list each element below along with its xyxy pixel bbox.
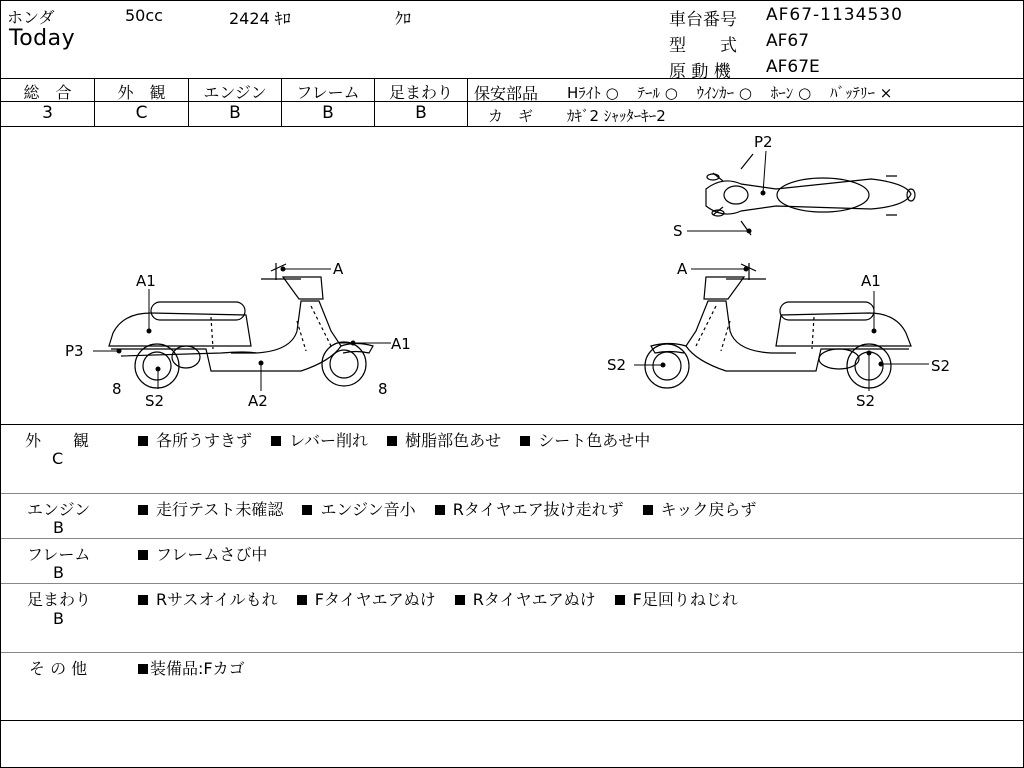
- grade-label-engine: エンジン: [203, 83, 267, 102]
- engine-value: AF67E: [766, 57, 820, 77]
- comment-item: Rタイヤエア抜け走れず: [435, 500, 624, 519]
- divider: [1, 424, 1023, 425]
- diagram-label: A1: [391, 335, 411, 353]
- comment-item: 走行テスト未確認: [138, 500, 283, 519]
- grade-engine: B: [229, 103, 241, 123]
- divider: [1, 538, 1023, 539]
- comment-item: レバー削れ: [271, 431, 368, 450]
- section-label-engine: エンジン: [27, 500, 91, 519]
- comment-item: エンジン音小: [302, 500, 415, 519]
- section-items-engine: [138, 497, 770, 520]
- comment-item: F足回りねじれ: [615, 590, 738, 609]
- diagram-label: 8: [378, 380, 388, 398]
- diagram-label: S: [673, 222, 683, 240]
- comment-item: 装備品:Fカゴ: [138, 659, 245, 678]
- comment-item: Rサスオイルもれ: [138, 590, 278, 609]
- diagram-label: A: [677, 260, 688, 278]
- divider: [1, 652, 1023, 653]
- damage-diagram: [1, 127, 1023, 424]
- divider: [1, 493, 1023, 494]
- safety-item-battery: ﾊﾞｯﾃﾘｰ ×: [829, 84, 893, 102]
- grade-label-frame: フレーム: [296, 83, 360, 102]
- grade-frame: B: [322, 103, 334, 123]
- safety-item-headlight: Hﾗｲﾄ ○: [567, 84, 619, 102]
- safety-item-horn: ﾎｰﾝ ○: [770, 84, 812, 102]
- scooter-top-view: [706, 154, 915, 235]
- section-grade-exterior: C: [52, 449, 64, 468]
- grade-label-exterior: 外 観: [117, 83, 166, 102]
- diagram-label: A1: [136, 272, 156, 290]
- section-label-exterior: 外 観: [25, 431, 90, 450]
- diagram-label: A: [333, 260, 344, 278]
- frame-no-label: 車台番号: [669, 10, 737, 30]
- section-items-exterior: [138, 428, 664, 451]
- section-label-suspension: 足まわり: [27, 590, 92, 609]
- displacement: 50cc: [125, 6, 163, 25]
- section-items-other: [138, 656, 259, 679]
- mileage: 2424 ｷﾛ: [229, 9, 291, 28]
- diagram-label: P2: [754, 133, 773, 151]
- comment-item: キック戻らず: [643, 500, 757, 519]
- diagram-label: A1: [861, 272, 881, 290]
- grade-suspension: B: [415, 103, 427, 123]
- section-label-frame: フレーム: [27, 545, 91, 564]
- grade-label-overall: 総 合: [23, 83, 72, 102]
- divider: [1, 720, 1023, 721]
- safety-item-winker: ｳｲﾝｶｰ ○: [696, 84, 752, 102]
- grade-overall: 3: [42, 103, 53, 123]
- diagram-label: S2: [607, 356, 627, 374]
- diagram-label: A2: [248, 392, 268, 410]
- key-label: カ ギ: [488, 107, 534, 125]
- section-grade-engine: B: [53, 518, 64, 537]
- comment-item: Fタイヤエアぬけ: [297, 590, 436, 609]
- safety-item-tail: ﾃｰﾙ ○: [637, 84, 678, 102]
- comment-item: シート色あせ中: [520, 431, 650, 450]
- section-label-other: そ の 他: [29, 659, 88, 678]
- safety-label: 保安部品: [474, 84, 539, 103]
- comment-item: 各所うすきず: [138, 431, 252, 450]
- grade-exterior: C: [135, 103, 148, 123]
- section-items-suspension: [138, 587, 752, 610]
- comment-item: 樹脂部色あせ: [387, 431, 501, 450]
- divider: [467, 78, 468, 126]
- type-label: 型 式: [669, 36, 737, 56]
- section-items-frame: [138, 542, 281, 565]
- type-value: AF67: [766, 31, 810, 51]
- comment-item: Rタイヤエアぬけ: [455, 590, 596, 609]
- frame-no: AF67-1134530: [766, 5, 903, 25]
- section-grade-frame: B: [53, 563, 64, 582]
- safety-items: [567, 82, 906, 103]
- section-grade-suspension: B: [53, 609, 64, 628]
- divider: [1, 78, 1023, 79]
- diagram-label: P3: [65, 342, 84, 360]
- diagram-label: S2: [856, 392, 876, 410]
- divider: [1, 583, 1023, 584]
- color: ｸﾛ: [395, 9, 412, 28]
- grade-label-suspension: 足まわり: [388, 83, 453, 102]
- diagram-label: 8: [112, 380, 122, 398]
- model-name: Today: [9, 26, 76, 51]
- key-value: ｶｷﾞ2 ｼｬｯﾀｰｷｰ2: [567, 107, 666, 125]
- maker: ホンダ: [7, 8, 55, 27]
- comment-item: フレームさび中: [138, 545, 267, 564]
- engine-label: 原 動 機: [669, 62, 731, 82]
- diagram-label: S2: [145, 392, 165, 410]
- diagram-label: S2: [931, 357, 951, 375]
